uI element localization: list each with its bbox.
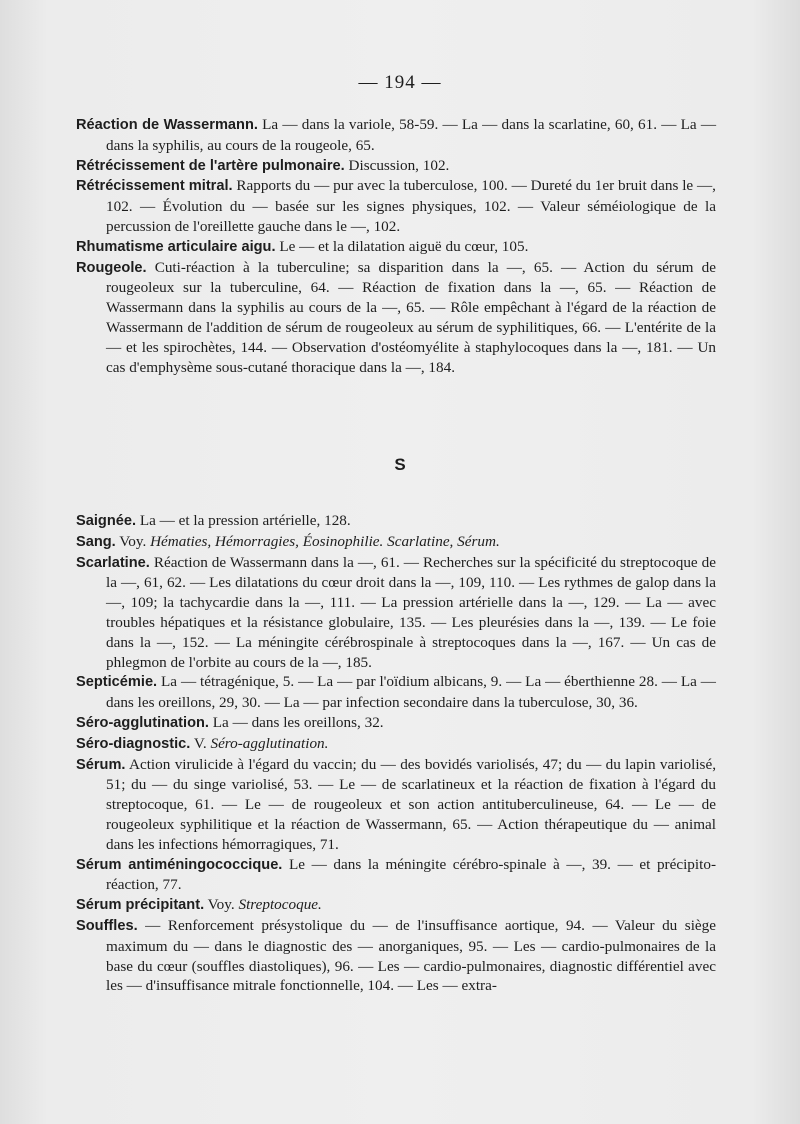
index-term: Rétrécissement de l'artère pulmonaire. [76, 157, 345, 174]
index-cross-reference: Séro-agglutination. [210, 734, 329, 752]
index-entry [76, 115, 716, 156]
index-term: Rougeole. [76, 259, 147, 276]
index-term: Scarlatine. [76, 554, 150, 571]
index-term: Rhumatisme articulaire aigu. [76, 238, 276, 255]
index-entry [76, 258, 716, 378]
index-entry [76, 916, 716, 996]
index-entry [76, 176, 716, 236]
index-entry [76, 713, 716, 734]
index-entry [76, 511, 716, 532]
index-text: Discussion, 102. [344, 156, 450, 174]
index-entry [76, 237, 716, 258]
index-text: Action virulicide à l'égard du vaccin; du — des bovidés variolisés, 47; du — du lapin variolisé, 51; du — du singe variolisé, 53. — Le — de scarlatineux et la réaction de fixation à l'égard du streptocoque, 61. — Le — de rougeoleux et son action antituberculineuse, 64. — Le — de rougeoleux syphilitique et la réaction de Wassermann, 65. — Action thérapeutique du — animal dans les infections hémorragiques, 71. [106, 755, 716, 853]
index-text: Réaction de Wassermann dans la —, 61. — Recherches sur la spécificité du streptocoque de la —, 61, 62. — Les dilatations du cœur droit dans la —, 109, 110. — Les rythmes de galop dans la —, 109; la tachycardie dans la —, 111. — La pression artérielle dans la —, 129. — La — avec troubles hépatiques et la résistance globulaire, 135. — Les pleurésies dans la —, 139. — Le foie dans la —, 152. — La méningite cérébrospinale à streptocoques dans la —, 167. — Un cas de phlegmon de l'orbite au cours de la —, 185. [106, 553, 716, 671]
index-text: Voy. [115, 532, 151, 550]
index-text: Cuti-réaction à la tuberculine; sa disparition dans la —, 65. — Action du sérum de rougeoleux sur la tuberculine, 64. — Réaction de fixation dans la —, 65. — Réaction de Wassermann dans la syphilis au cours de la —, 65. — Rôle empêchant à l'égard de la réaction de Wassermann de l'addition de sérum de rougeoleux au sérum de syphilitiques, 66. — L'entérite de la — et les spirochètes, 144. — Observation d'ostéomyélite à staphylocoques dans la —, 181. — Un cas d'emphysème sous-cutané thoracique dans la —, 184. [106, 258, 716, 376]
index-text: V. [190, 734, 211, 752]
index-entry [76, 532, 716, 553]
index-text: La — dans les oreillons, 32. [208, 713, 384, 731]
section-letter-heading: S [394, 455, 406, 474]
index-section-r [76, 115, 716, 377]
index-text: La — et la pression artérielle, 128. [136, 512, 351, 529]
index-entry [76, 156, 716, 177]
index-term: Sérum précipitant. [76, 897, 205, 914]
index-term: Sérum. [76, 756, 126, 773]
index-term: Rétrécissement mitral. [76, 178, 233, 195]
index-text: La — dans la variole, 58-59. — La — dans la scarlatine, 60, 61. — La — dans la syphilis, au cours de la rougeole, 65. [106, 116, 717, 154]
index-term: Septicémie. [76, 674, 158, 691]
index-text: Le — dans la méningite cérébro-spinale à —, 39. — et précipito-réaction, 77. [106, 855, 716, 894]
index-term: Souffles. [76, 917, 138, 934]
page-number: — 194 — [358, 72, 442, 93]
index-entry [76, 895, 716, 916]
index-term: Réaction de Wassermann. [76, 117, 258, 133]
index-term: Sang. [76, 533, 116, 550]
index-cross-reference: Hématies, Hémorragies, Éosinophilie. Scarlatine, Sérum. [150, 532, 500, 550]
index-section-s [76, 511, 716, 996]
index-term: Saignée. [76, 513, 137, 529]
index-entry [76, 672, 716, 713]
index-term: Séro-diagnostic. [76, 735, 191, 752]
index-text: Rapports du — pur avec la tuberculose, 100. — Dureté du 1er bruit dans le —, 102. — Évolution du — basée sur les signes physiques, 102. — Valeur séméiologique de la percussion de l'oreillette gauche dans le —, 102. [106, 177, 716, 235]
index-entry [76, 855, 716, 896]
index-term: Séro-agglutination. [76, 714, 209, 731]
index-text: Voy. [204, 896, 239, 914]
index-entry [76, 755, 716, 855]
index-text: La — tétragénique, 5. — La — par l'oïdium albicans, 9. — La — éberthienne 28. — La — dans les oreillons, 29, 30. — La — par infection secondaire dans la tuberculose, 30, 36. [106, 673, 716, 712]
index-entry [76, 734, 716, 755]
index-text: Le — et la dilatation aiguë du cœur, 105. [275, 237, 529, 255]
index-entry [76, 553, 716, 673]
index-term: Sérum antiméningococcique. [76, 856, 283, 873]
index-cross-reference: Streptocoque. [238, 896, 322, 914]
index-text: — Renforcement présystolique du — de l'insuffisance aortique, 94. — Valeur du siège maximum du — dans le diagnostic des — anorganiques, 95. — Les — cardio-pulmonaires de la base du cœur (souffles diastoliques), 96. — Les — cardio-pulmonaires, diagnostic différentiel avec les — d'insuffisance mitrale fonctionnelle, 104. — Les — extra- [106, 916, 716, 995]
